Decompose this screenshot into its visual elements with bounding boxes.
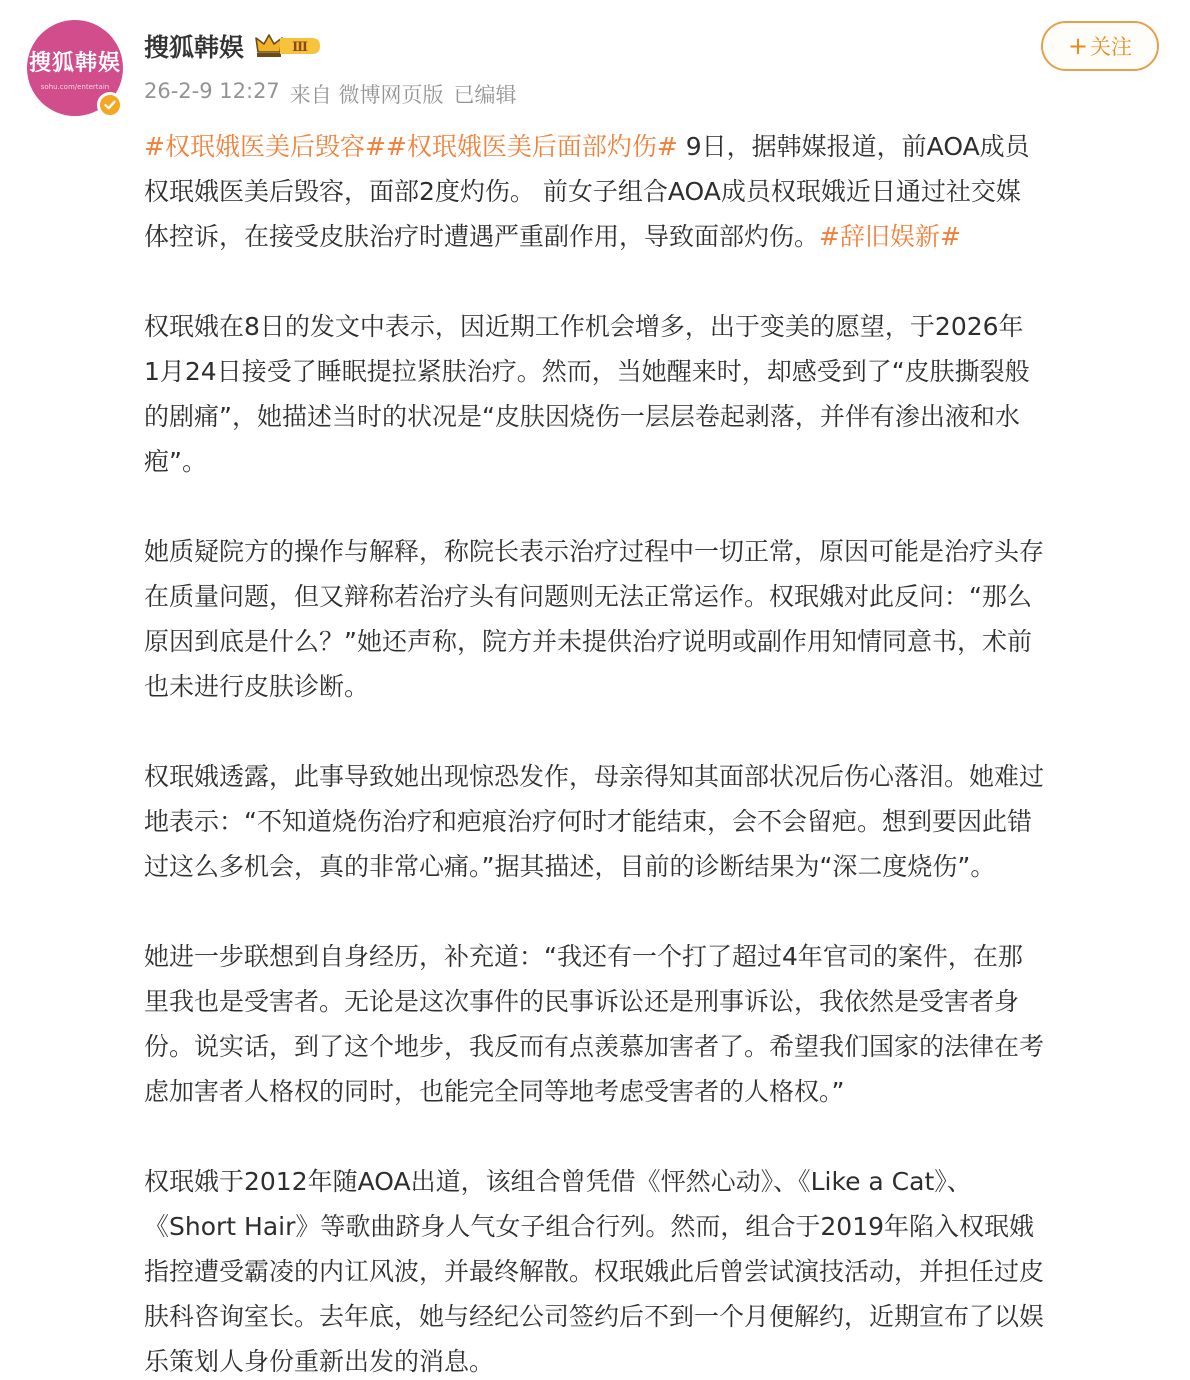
paragraph-4 xyxy=(144,754,1164,889)
text-line: 权珉娥在8日的发文中表示，因近期工作机会增多，出于变美的愿望，于2026年 xyxy=(144,312,1024,341)
text-line: 权珉娥医美后毁容，面部2度灼伤。 前女子组合AOA成员权珉娥近日通过社交媒 xyxy=(144,177,1021,206)
text-line: 地表示：“不知道烧伤治疗和疤痕治疗何时才能结束，会不会留疤。想到要因此错 xyxy=(144,807,1032,836)
text-line: 乐策划人身份重新出发的消息。 xyxy=(144,1347,495,1376)
text-segment: 体控诉，在接受皮肤治疗时遭遇严重副作用，导致面部灼伤。 xyxy=(144,222,820,251)
text-line: 1月24日接受了睡眠提拉紧肤治疗。然而，当她醒来时，却感受到了“皮肤撕裂般 xyxy=(144,357,1030,386)
text-line: 在质量问题，但又辩称若治疗头有问题则无法正常运作。权珉娥对此反问：“那么 xyxy=(144,582,1032,611)
hashtag-link[interactable]: #权珉娥医美后毁容# xyxy=(144,132,386,161)
post-meta xyxy=(144,79,516,109)
text-line: 权珉娥于2012年随AOA出道，该组合曾凭借《怦然心动》、《Like a Cat》、 xyxy=(144,1167,972,1196)
level-badge[interactable] xyxy=(254,32,322,60)
text-line: 指控遭受霸凌的内讧风波，并最终解散。权珉娥此后曾尝试演技活动，并担任过皮 xyxy=(144,1257,1045,1286)
crown-badge-icon xyxy=(254,32,322,60)
follow-button[interactable] xyxy=(1041,21,1159,71)
username[interactable]: 搜狐韩娱 xyxy=(144,33,245,62)
post-edited-label[interactable]: 已编辑 xyxy=(453,83,517,107)
text-line: 肤科咨询室长。去年底，她与经纪公司签约后不到一个月便解约，近期宣布了以娱 xyxy=(144,1302,1045,1331)
avatar-logo-subtext: sohu.com/entertain xyxy=(40,82,110,91)
text-line: 她质疑院方的操作与解释，称院长表示治疗过程中一切正常，原因可能是治疗头存 xyxy=(144,537,1045,566)
paragraph-6 xyxy=(144,1159,1164,1380)
text-line: 疱”。 xyxy=(144,447,207,476)
text-line: 也未进行皮肤诊断。 xyxy=(144,672,370,701)
paragraph-5 xyxy=(144,934,1164,1114)
text-line: 权珉娥透露，此事导致她出现惊恐发作，母亲得知其面部状况后伤心落泪。她难过 xyxy=(144,762,1045,791)
text-line: 过这么多机会，真的非常心痛。”据其描述，目前的诊断结果为“深二度烧伤”。 xyxy=(144,852,996,881)
text-line: 她进一步联想到自身经历，补充道：“我还有一个打了超过4年官司的案件，在那 xyxy=(144,942,1023,971)
paragraph-3 xyxy=(144,529,1164,709)
svg-text:Ⅲ: Ⅲ xyxy=(292,40,308,55)
post-content xyxy=(144,124,1164,1380)
post-source: 来自 微博网页版 xyxy=(289,83,444,107)
text-line: 的剧痛”，她描述当时的状况是“皮肤因烧伤一层层卷起剥落，并伴有渗出液和水 xyxy=(144,402,1020,431)
hashtag-link[interactable]: #权珉娥医美后面部灼伤# xyxy=(385,132,678,161)
text-line: 虑加害者人格权的同时，也能完全同等地考虑受害者的人格权。” xyxy=(144,1077,845,1106)
verified-check-icon xyxy=(97,92,123,118)
text-line: 《Short Hair》等歌曲跻身人气女子组合行列。然而，组合于2019年陷入权珉娥 xyxy=(144,1212,1035,1241)
text-segment: 9日，据韩媒报道，前AOA成员 xyxy=(677,132,1030,161)
paragraph-1 xyxy=(144,124,1164,259)
hashtag-link[interactable]: #辞旧娱新# xyxy=(819,222,961,251)
text-line: 里我也是受害者。无论是这次事件的民事诉讼还是刑事诉讼，我依然是受害者身 xyxy=(144,987,1020,1016)
text-line: 原因到底是什么？”她还声称，院方并未提供治疗说明或副作用知情同意书，术前 xyxy=(144,627,1032,656)
text-line xyxy=(144,214,1164,259)
plus-icon: + xyxy=(1067,32,1089,60)
post-timestamp[interactable]: 26-2-9 12:27 xyxy=(144,79,280,103)
user-name-row xyxy=(144,28,322,64)
text-line xyxy=(144,124,1164,169)
text-line: 份。说实话，到了这个地步，我反而有点羡慕加害者了。希望我们国家的法律在考 xyxy=(144,1032,1045,1061)
avatar-logo-text: 搜狐韩娱 xyxy=(28,50,121,76)
follow-label: 关注 xyxy=(1090,35,1133,59)
paragraph-2 xyxy=(144,304,1164,484)
